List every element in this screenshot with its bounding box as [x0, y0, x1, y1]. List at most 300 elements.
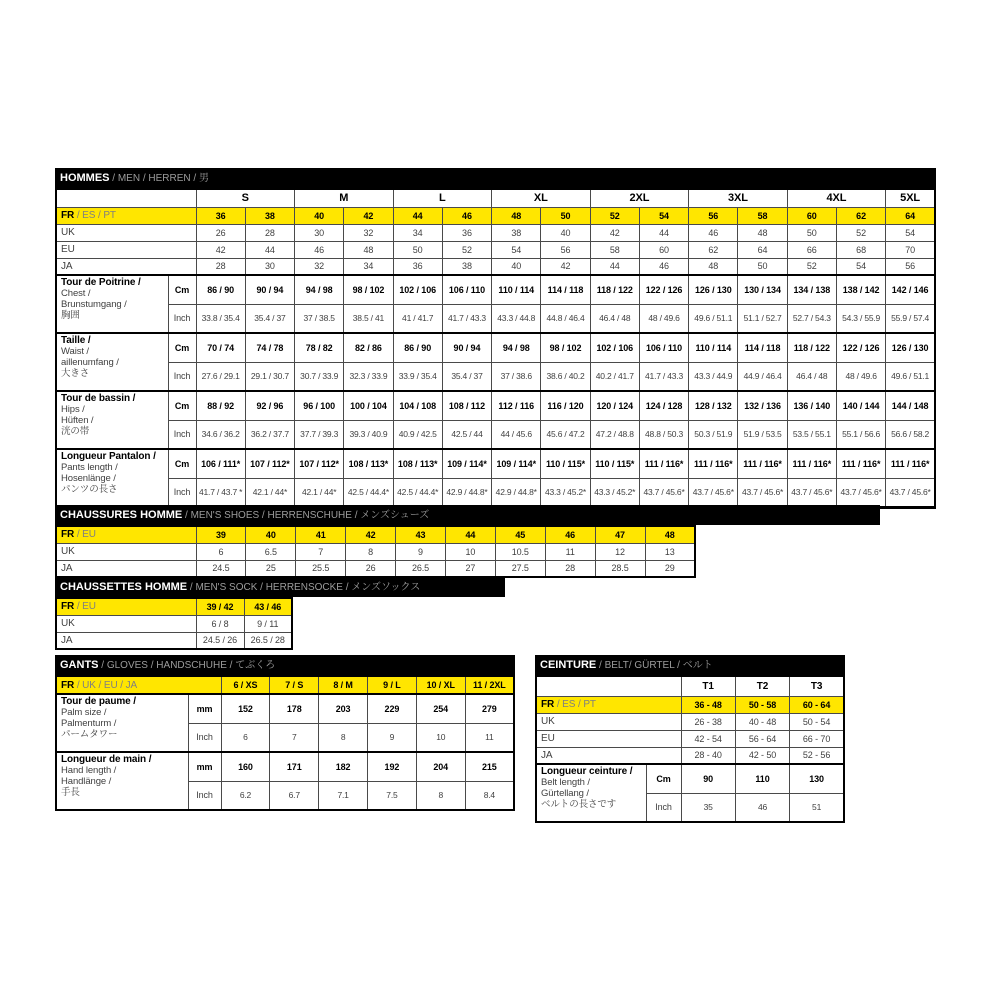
- size-value: 40: [246, 526, 296, 543]
- unit-label: Inch: [188, 723, 221, 752]
- measure-value: 102 / 106: [393, 275, 442, 304]
- table-row: [56, 391, 935, 420]
- measure-value: 40.9 / 42.5: [393, 420, 442, 449]
- unit-label: Cm: [168, 449, 196, 478]
- size-value: 9: [396, 543, 446, 560]
- region-row-label: JA: [536, 747, 681, 764]
- fr-es-pt-row-label: [536, 696, 681, 713]
- table-row: [56, 478, 935, 507]
- measure-value: 37 / 38.6: [492, 362, 541, 391]
- measure-value: 44.9 / 46.4: [738, 362, 787, 391]
- size-value: 36 - 48: [681, 696, 735, 713]
- measure-value: 46: [735, 793, 789, 822]
- table-row: [56, 207, 935, 224]
- label-line: Palmenturm /: [61, 718, 117, 729]
- belt-col-header: T2: [735, 676, 789, 696]
- size-group-header: M: [295, 189, 394, 207]
- unit-label: Cm: [168, 333, 196, 362]
- label-secondary: / UK / EU / JA: [74, 679, 138, 691]
- size-value: 54: [639, 207, 688, 224]
- measure-value: 120 / 124: [590, 391, 639, 420]
- size-value: 47: [595, 526, 645, 543]
- measure-value: 43.7 / 45.6*: [787, 478, 836, 507]
- measure-value: 144 / 148: [886, 391, 935, 420]
- measure-value: 152: [221, 694, 270, 723]
- measure-value: 118 / 122: [787, 333, 836, 362]
- belt-size-table: [535, 675, 845, 823]
- size-value: 28: [196, 258, 245, 275]
- measure-value: 30.7 / 33.9: [295, 362, 344, 391]
- measure-value: 51.9 / 53.5: [738, 420, 787, 449]
- hommes-title-bar: [55, 168, 936, 188]
- size-value: 42: [196, 241, 245, 258]
- measure-label: [56, 694, 188, 752]
- label-line: Hand length /: [61, 765, 117, 776]
- measure-value: 46.4 / 48: [787, 362, 836, 391]
- size-value: 40: [492, 258, 541, 275]
- measure-value: 128 / 132: [689, 391, 738, 420]
- measure-value: 52.7 / 54.3: [787, 304, 836, 333]
- measure-value: 8: [319, 723, 368, 752]
- size-value: 10 / XL: [416, 676, 465, 694]
- size-value: 25.5: [296, 560, 346, 577]
- measure-value: 110: [735, 764, 789, 793]
- measure-value: 107 / 112*: [295, 449, 344, 478]
- table-row: [56, 333, 935, 362]
- label-line: ベルトの長さです: [541, 799, 617, 810]
- unit-label: Inch: [168, 304, 196, 333]
- measure-value: 11: [465, 723, 514, 752]
- size-value: 9 / 11: [244, 615, 292, 632]
- size-value: 46: [639, 258, 688, 275]
- size-value: 8 / M: [319, 676, 368, 694]
- region-row-label: UK: [56, 224, 196, 241]
- size-value: 44: [245, 241, 294, 258]
- measure-value: 41 / 41.7: [393, 304, 442, 333]
- unit-label: Inch: [646, 793, 681, 822]
- unit-label: mm: [188, 694, 221, 723]
- measure-value: 203: [319, 694, 368, 723]
- measure-value: 110 / 114: [689, 333, 738, 362]
- measure-value: 122 / 126: [639, 275, 688, 304]
- measure-value: 32.3 / 33.9: [344, 362, 393, 391]
- label-primary: FR: [61, 601, 75, 613]
- label-line: Longueur de main /: [61, 754, 152, 765]
- size-value: 52: [787, 258, 836, 275]
- measure-value: 90 / 94: [442, 333, 491, 362]
- measure-value: 36.2 / 37.7: [245, 420, 294, 449]
- measure-value: 116 / 120: [541, 391, 590, 420]
- label-line: Tour de Poitrine /: [61, 277, 141, 288]
- size-value: 12: [595, 543, 645, 560]
- measure-value: 98 / 102: [344, 275, 393, 304]
- gloves-title-rest: / GLOVES / HANDSCHUHE / てぶくろ: [98, 660, 276, 671]
- belt-section: [535, 655, 845, 823]
- size-group-header: 4XL: [787, 189, 886, 207]
- measure-value: 111 / 116*: [836, 449, 885, 478]
- measure-value: 171: [270, 752, 319, 781]
- size-group-header: L: [393, 189, 492, 207]
- label-secondary: / ES / PT: [74, 210, 116, 221]
- size-value: 60: [639, 241, 688, 258]
- measure-label: [56, 449, 168, 507]
- size-value: 42 - 54: [681, 730, 735, 747]
- hommes-title-main: HOMMES: [60, 172, 110, 184]
- belt-col-header: T1: [681, 676, 735, 696]
- measure-label: [56, 752, 188, 810]
- size-value: 46: [545, 526, 595, 543]
- region-row-label: EU: [56, 241, 196, 258]
- unit-label: Inch: [188, 781, 221, 810]
- measure-value: 104 / 108: [393, 391, 442, 420]
- measure-value: 6.2: [221, 781, 270, 810]
- size-value: 40: [295, 207, 344, 224]
- measure-value: 42.9 / 44.8*: [442, 478, 491, 507]
- gloves-title-bar: [55, 655, 515, 675]
- measure-value: 111 / 116*: [689, 449, 738, 478]
- label-line: Waist /: [61, 346, 89, 357]
- unit-label: Inch: [168, 420, 196, 449]
- label-line: 大きさ: [61, 368, 90, 379]
- unit-label: Cm: [168, 275, 196, 304]
- label-line: aillenumfang /: [61, 357, 119, 368]
- measure-value: 130 / 134: [738, 275, 787, 304]
- measure-value: 7: [270, 723, 319, 752]
- label-secondary: / EU: [74, 529, 96, 541]
- size-group-header: XL: [492, 189, 591, 207]
- size-value: 28.5: [595, 560, 645, 577]
- measure-value: 126 / 130: [886, 333, 935, 362]
- size-value: 10.5: [495, 543, 545, 560]
- measure-value: 138 / 142: [836, 275, 885, 304]
- table-row: [56, 694, 514, 723]
- measure-value: 40.2 / 41.7: [590, 362, 639, 391]
- measure-value: 111 / 116*: [639, 449, 688, 478]
- label-line: Gürtellang /: [541, 788, 589, 799]
- measure-value: 279: [465, 694, 514, 723]
- measure-value: 38.5 / 41: [344, 304, 393, 333]
- size-value: 48: [344, 241, 393, 258]
- size-value: 56: [689, 207, 738, 224]
- measure-value: 49.6 / 51.1: [886, 362, 935, 391]
- measure-label: [56, 391, 168, 449]
- hommes-title-rest: / MEN / HERREN / 男: [109, 173, 209, 184]
- table-row: [56, 560, 695, 577]
- measure-value: 33.8 / 35.4: [196, 304, 245, 333]
- label-primary: FR: [61, 210, 75, 221]
- label-line: パームタワー: [61, 729, 118, 740]
- measure-value: 42.9 / 44.8*: [492, 478, 541, 507]
- measure-value: 108 / 113*: [393, 449, 442, 478]
- table-row: [56, 189, 935, 207]
- measure-value: 192: [368, 752, 417, 781]
- table-row: [536, 696, 844, 713]
- size-value: 56: [886, 258, 935, 275]
- table-row: [56, 752, 514, 781]
- corner-cell: [56, 189, 196, 207]
- region-row-label: JA: [56, 560, 196, 577]
- size-value: 38: [492, 224, 541, 241]
- size-value: 29: [645, 560, 695, 577]
- measure-value: 33.9 / 35.4: [393, 362, 442, 391]
- measure-value: 118 / 122: [590, 275, 639, 304]
- size-value: 48: [738, 224, 787, 241]
- size-value: 32: [295, 258, 344, 275]
- measure-value: 90: [681, 764, 735, 793]
- measure-value: 8.4: [465, 781, 514, 810]
- size-value: 6 / XS: [221, 676, 270, 694]
- size-value: 58: [738, 207, 787, 224]
- measure-value: 109 / 114*: [492, 449, 541, 478]
- belt-title-rest: / BELT/ GÜRTEL / ベルト: [596, 660, 713, 671]
- region-row-label: EU: [536, 730, 681, 747]
- belt-title-main: CEINTURE: [540, 659, 597, 671]
- socks-title-rest: / MEN'S SOCK / HERRENSOCKE / メンズソックス: [187, 582, 421, 593]
- size-value: 27: [445, 560, 495, 577]
- label-line: 手長: [61, 787, 80, 798]
- shoes-title-main: CHAUSSURES HOMME: [60, 509, 183, 521]
- belt-col-header: T3: [790, 676, 844, 696]
- measure-value: 43.7 / 45.6*: [886, 478, 935, 507]
- size-value: 25: [246, 560, 296, 577]
- size-value: 6 / 8: [196, 615, 244, 632]
- measure-value: 56.6 / 58.2: [886, 420, 935, 449]
- measure-value: 111 / 116*: [738, 449, 787, 478]
- measure-value: 215: [465, 752, 514, 781]
- measure-value: 42.1 / 44*: [295, 478, 344, 507]
- label-line: Brunstumgang /: [61, 299, 127, 310]
- size-value: 6: [196, 543, 246, 560]
- measure-value: 102 / 106: [590, 333, 639, 362]
- measure-label: [56, 275, 168, 333]
- label-line: パンツの長さ: [61, 484, 118, 495]
- size-value: 62: [836, 207, 885, 224]
- measure-value: 109 / 114*: [442, 449, 491, 478]
- unit-label: Cm: [168, 391, 196, 420]
- measure-value: 110 / 115*: [590, 449, 639, 478]
- socks-title-main: CHAUSSETTES HOMME: [60, 581, 188, 593]
- measure-value: 47.2 / 48.8: [590, 420, 639, 449]
- measure-value: 134 / 138: [787, 275, 836, 304]
- measure-value: 43.3 / 45.2*: [590, 478, 639, 507]
- size-value: 42: [346, 526, 396, 543]
- measure-value: 111 / 116*: [886, 449, 935, 478]
- size-value: 24.5 / 26: [196, 632, 244, 649]
- measure-value: 43.7 / 45.6*: [836, 478, 885, 507]
- measure-value: 51.1 / 52.7: [738, 304, 787, 333]
- measure-value: 70 / 74: [196, 333, 245, 362]
- measure-value: 43.7 / 45.6*: [639, 478, 688, 507]
- size-value: 42: [541, 258, 590, 275]
- size-group-header: 2XL: [590, 189, 689, 207]
- measure-value: 114 / 118: [541, 275, 590, 304]
- table-row: [56, 526, 695, 543]
- table-row: [56, 224, 935, 241]
- size-value: 10: [445, 543, 495, 560]
- label-line: Tour de bassin /: [61, 393, 136, 404]
- size-value: 56: [541, 241, 590, 258]
- gloves-header-label: [56, 676, 221, 694]
- unit-label: Inch: [168, 478, 196, 507]
- size-value: 11 / 2XL: [465, 676, 514, 694]
- size-value: 26.5: [396, 560, 446, 577]
- measure-value: 132 / 136: [738, 391, 787, 420]
- label-line: Hosenlänge /: [61, 473, 116, 484]
- size-value: 60 - 64: [790, 696, 844, 713]
- measure-label: [56, 333, 168, 391]
- measure-value: 178: [270, 694, 319, 723]
- label-line: Hüften /: [61, 415, 94, 426]
- size-value: 60: [787, 207, 836, 224]
- measure-value: 37 / 38.5: [295, 304, 344, 333]
- socks-section: [55, 577, 505, 650]
- size-group-header: 3XL: [689, 189, 788, 207]
- measure-value: 39.3 / 40.9: [344, 420, 393, 449]
- table-row: [56, 362, 935, 391]
- corner-cell: [536, 676, 681, 696]
- table-row: [56, 598, 292, 615]
- label-secondary: / ES / PT: [554, 699, 596, 710]
- size-value: 50: [393, 241, 442, 258]
- gloves-section: [55, 655, 515, 811]
- measure-value: 34.6 / 36.2: [196, 420, 245, 449]
- measure-value: 35: [681, 793, 735, 822]
- size-value: 26: [346, 560, 396, 577]
- measure-value: 140 / 144: [836, 391, 885, 420]
- measure-value: 8: [416, 781, 465, 810]
- unit-label: mm: [188, 752, 221, 781]
- size-value: 41: [296, 526, 346, 543]
- measure-value: 42.5 / 44.4*: [393, 478, 442, 507]
- label-line: 胸囲: [61, 310, 80, 321]
- measure-value: 43.7 / 45.6*: [689, 478, 738, 507]
- label-primary: FR: [61, 529, 75, 541]
- measure-value: 229: [368, 694, 417, 723]
- size-value: 54: [836, 258, 885, 275]
- table-row: [56, 258, 935, 275]
- label-primary: FR: [61, 679, 75, 691]
- label-line: Longueur Pantalon /: [61, 451, 156, 462]
- size-value: 64: [738, 241, 787, 258]
- fr-eu-row-label: [56, 526, 196, 543]
- measure-value: 48.8 / 50.3: [639, 420, 688, 449]
- size-value: 13: [645, 543, 695, 560]
- label-line: Pants length /: [61, 462, 118, 473]
- unit-label: Cm: [646, 764, 681, 793]
- size-value: 54: [886, 224, 935, 241]
- measure-value: 106 / 111*: [196, 449, 245, 478]
- size-value: 44: [639, 224, 688, 241]
- measure-value: 96 / 100: [295, 391, 344, 420]
- measure-value: 88 / 92: [196, 391, 245, 420]
- measure-value: 7.1: [319, 781, 368, 810]
- size-value: 50: [541, 207, 590, 224]
- size-value: 45: [495, 526, 545, 543]
- size-value: 46: [442, 207, 491, 224]
- measure-value: 44.8 / 46.4: [541, 304, 590, 333]
- label-secondary: / EU: [74, 601, 96, 613]
- table-row: [536, 730, 844, 747]
- size-value: 42: [590, 224, 639, 241]
- table-row: [56, 632, 292, 649]
- table-row: [536, 764, 844, 793]
- measure-label: [536, 764, 646, 822]
- shoes-section: [55, 505, 880, 578]
- measure-value: 41.7 / 43.3: [639, 362, 688, 391]
- measure-value: 37.7 / 39.3: [295, 420, 344, 449]
- size-group-header: S: [196, 189, 295, 207]
- size-value: 66 - 70: [790, 730, 844, 747]
- socks-size-table: [55, 597, 293, 650]
- size-value: 48: [645, 526, 695, 543]
- size-value: 34: [344, 258, 393, 275]
- table-row: [56, 543, 695, 560]
- measure-value: 78 / 82: [295, 333, 344, 362]
- size-value: 46: [689, 224, 738, 241]
- size-value: 43 / 46: [244, 598, 292, 615]
- measure-value: 254: [416, 694, 465, 723]
- measure-value: 42.5 / 44: [442, 420, 491, 449]
- measure-value: 108 / 113*: [344, 449, 393, 478]
- region-row-label: JA: [56, 632, 196, 649]
- region-row-label: UK: [56, 543, 196, 560]
- size-value: 40 - 48: [735, 713, 789, 730]
- measure-value: 130: [790, 764, 844, 793]
- belt-title-bar: [535, 655, 845, 675]
- size-value: 58: [590, 241, 639, 258]
- table-row: [56, 449, 935, 478]
- size-value: 36: [442, 224, 491, 241]
- label-line: 洸の帯: [61, 426, 90, 437]
- shoes-title-bar: [55, 505, 880, 525]
- size-value: 43: [396, 526, 446, 543]
- size-value: 44: [445, 526, 495, 543]
- measure-value: 35.4 / 37: [442, 362, 491, 391]
- size-value: 44: [590, 258, 639, 275]
- region-row-label: JA: [56, 258, 196, 275]
- size-value: 50 - 54: [790, 713, 844, 730]
- size-value: 48: [689, 258, 738, 275]
- measure-value: 48 / 49.6: [639, 304, 688, 333]
- size-value: 54: [492, 241, 541, 258]
- size-value: 44: [393, 207, 442, 224]
- fr-es-pt-row-label: [56, 207, 196, 224]
- socks-title-bar: [55, 577, 505, 597]
- measure-value: 38.6 / 40.2: [541, 362, 590, 391]
- label-line: Taille /: [61, 335, 91, 346]
- measure-value: 110 / 114: [492, 275, 541, 304]
- measure-value: 41.7 / 43.3: [442, 304, 491, 333]
- size-value: 30: [245, 258, 294, 275]
- measure-value: 10: [416, 723, 465, 752]
- size-value: 26 - 38: [681, 713, 735, 730]
- size-value: 36: [393, 258, 442, 275]
- measure-value: 106 / 110: [442, 275, 491, 304]
- hommes-section: [55, 168, 936, 509]
- measure-value: 7.5: [368, 781, 417, 810]
- size-value: 50: [738, 258, 787, 275]
- measure-value: 35.4 / 37: [245, 304, 294, 333]
- measure-value: 94 / 98: [492, 333, 541, 362]
- measure-value: 126 / 130: [689, 275, 738, 304]
- fr-eu-row-label: [56, 598, 196, 615]
- measure-value: 9: [368, 723, 417, 752]
- size-value: 28: [245, 224, 294, 241]
- table-row: [56, 615, 292, 632]
- label-line: Tour de paume /: [61, 696, 136, 707]
- size-value: 50: [787, 224, 836, 241]
- size-group-header: 5XL: [886, 189, 935, 207]
